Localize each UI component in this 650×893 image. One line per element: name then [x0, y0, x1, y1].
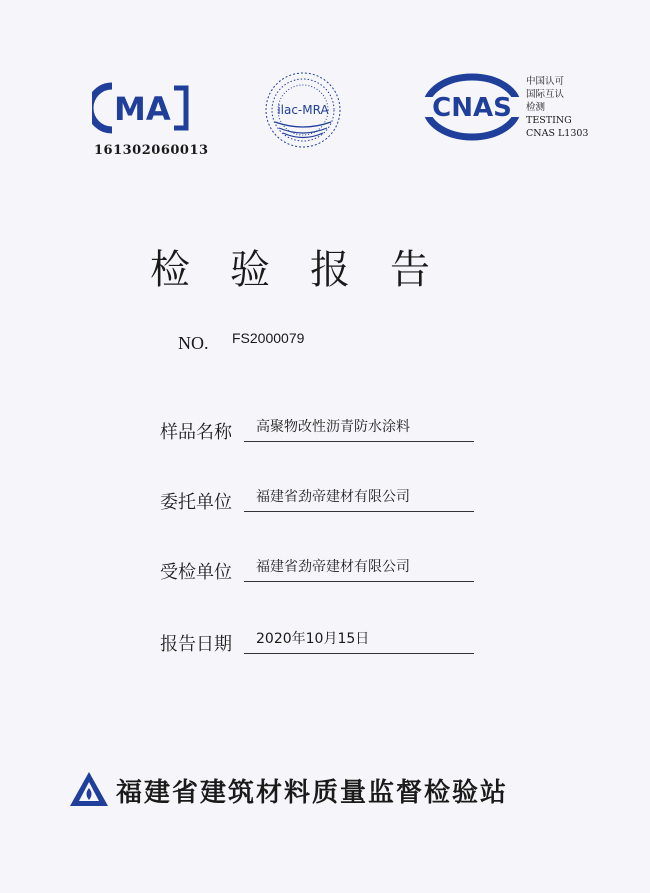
ilac-text: ilac-MRA — [277, 103, 329, 117]
report-number-label: NO. — [178, 333, 209, 353]
field-value: 福建省劲帝建材有限公司 — [256, 559, 410, 575]
field-value: 福建省劲帝建材有限公司 — [256, 489, 410, 505]
field-sample-name — [160, 414, 480, 444]
field-report-date — [160, 626, 480, 656]
cnas-line: 国际互认 — [526, 89, 565, 100]
cnas-logo-icon — [422, 72, 522, 146]
cnas-line: 中国认可 — [526, 76, 565, 87]
cma-logo-icon — [92, 80, 192, 136]
report-number-value: FS2000079 — [232, 330, 305, 346]
organization-logo-icon — [68, 770, 110, 814]
cnas-line: CNAS L1303 — [526, 128, 589, 139]
field-underline — [244, 581, 474, 582]
organization-name: 福建省建筑材料质量监督检验站 — [116, 778, 509, 808]
report-title: 检验报告 — [150, 247, 470, 293]
field-value: 2020年10月15日 — [256, 631, 370, 647]
svg-text:MA: MA — [114, 90, 171, 128]
cnas-line: 检测 — [526, 102, 546, 113]
field-underline — [244, 441, 474, 442]
ilac-mra-logo-icon — [263, 70, 343, 154]
cma-number: 161302060013 — [94, 143, 209, 158]
cnas-logo-text: CNAS — [432, 93, 512, 123]
field-label: 报告日期 — [160, 634, 232, 655]
field-label: 样品名称 — [160, 422, 232, 443]
field-label: 受检单位 — [160, 562, 232, 583]
cnas-accreditation-text — [526, 75, 588, 140]
field-underline — [244, 653, 474, 654]
cnas-line: TESTING — [526, 115, 572, 126]
field-underline — [244, 511, 474, 512]
field-label: 委托单位 — [160, 492, 232, 513]
field-inspected-unit — [160, 554, 480, 584]
field-client — [160, 484, 480, 514]
field-value: 高聚物改性沥青防水涂料 — [256, 419, 410, 435]
